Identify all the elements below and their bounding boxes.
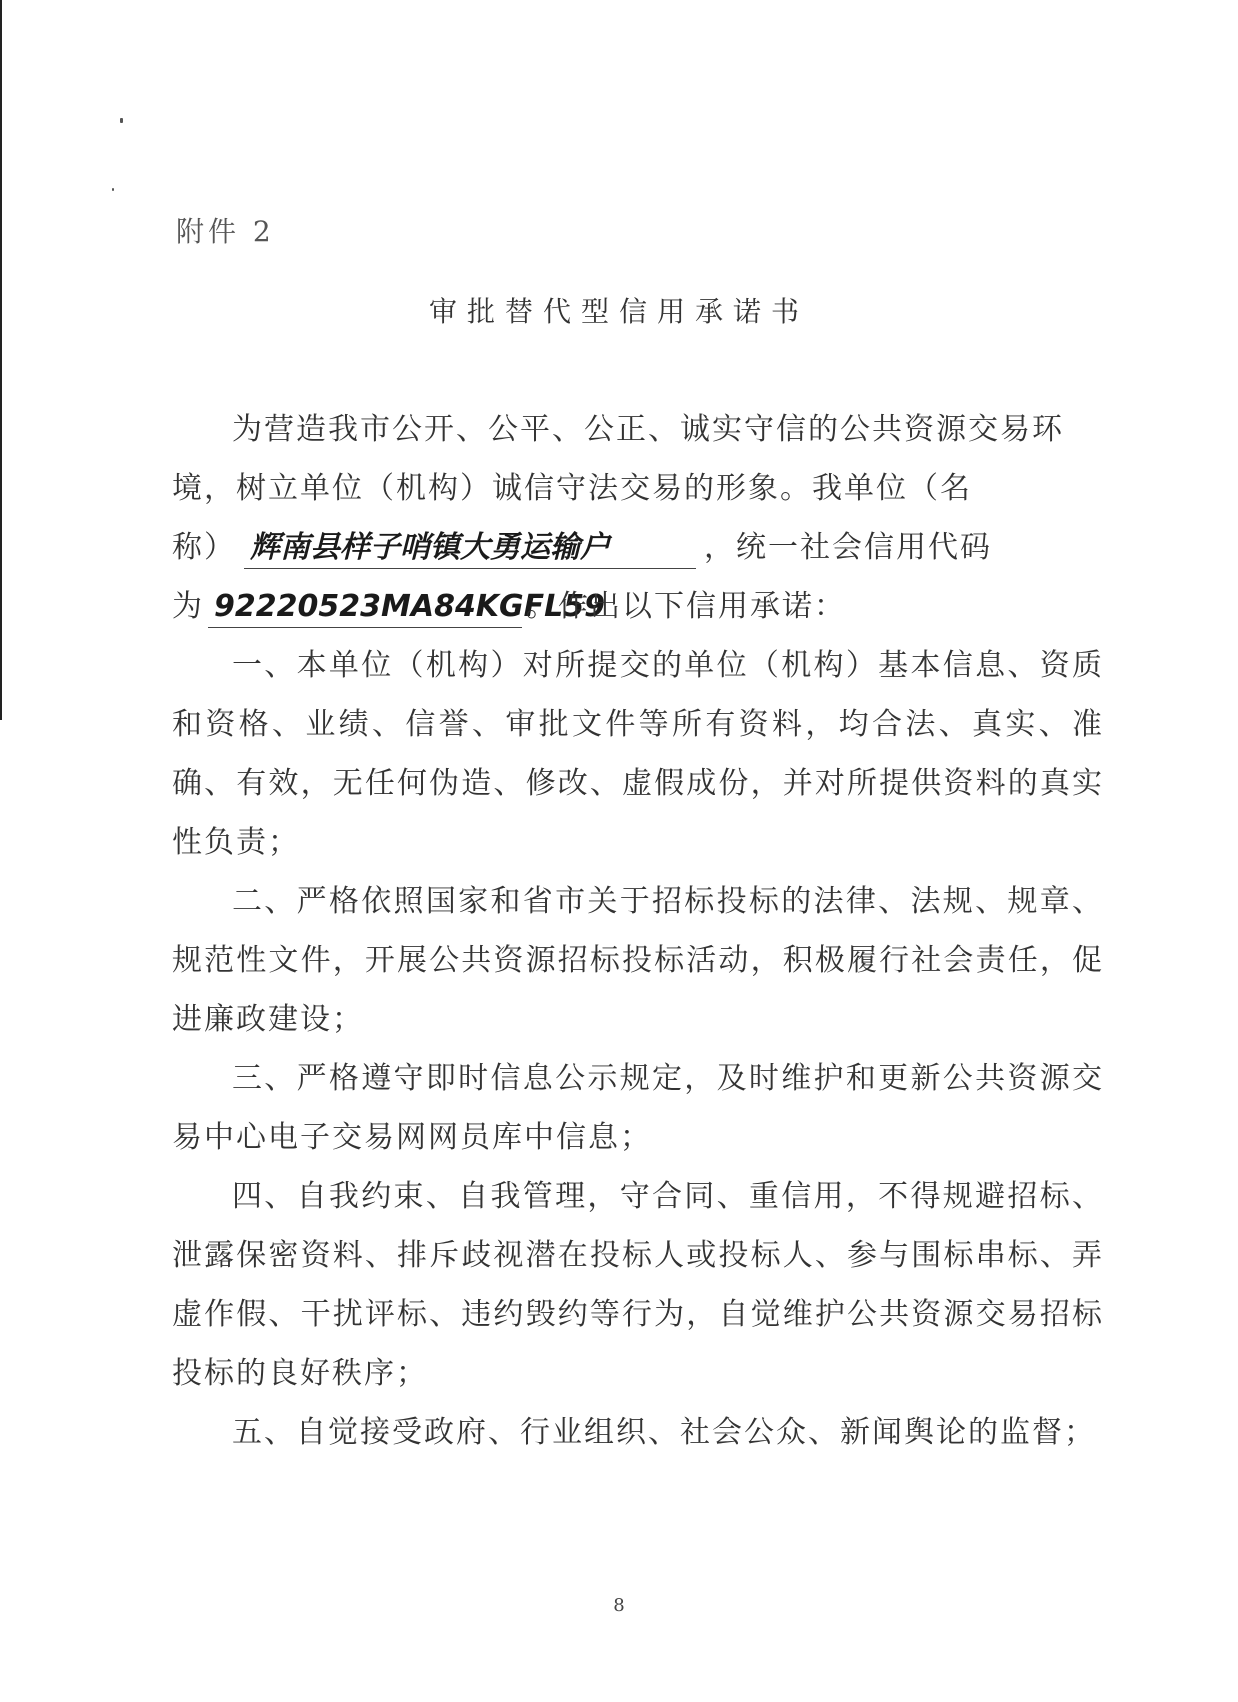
commitment-item: 四、自我约束、自我管理，守合同、重信用，不得规避招标、泄露保密资料、排斥歧视潜在投标人或投标人、参与围标串标、弄虚作假、干扰评标、违约毁约等行为，自觉维护公共资源交易招标投标的良好秩序； bbox=[172, 1179, 1104, 1391]
company-name-handwritten: 辉南县样子哨镇大勇运输户 bbox=[244, 528, 696, 569]
document-title: 审批替代型信用承诺书 bbox=[428, 295, 809, 328]
credit-code-handwritten: 92220523MA84KGFL59 bbox=[208, 587, 522, 628]
code-suffix: 。作出以下信用承诺： bbox=[526, 589, 846, 624]
document-body bbox=[172, 400, 1104, 1462]
company-name-line bbox=[172, 518, 1104, 577]
name-suffix: ，统一社会信用代码 bbox=[704, 530, 992, 565]
commitment-item: 三、严格遵守即时信息公示规定，及时维护和更新公共资源交易中心电子交易网网员库中信息； bbox=[172, 1061, 1104, 1155]
name-prefix: 称） bbox=[172, 530, 236, 565]
intro-line-2: 境，树立单位（机构）诚信守法交易的形象。我单位（名 bbox=[172, 471, 972, 506]
code-prefix: 为 bbox=[172, 589, 204, 624]
commitment-item: 一、本单位（机构）对所提交的单位（机构）基本信息、资质和资格、业绩、信誉、审批文件等所有资料，均合法、真实、准确、有效，无任何伪造、修改、虚假成份，并对所提供资料的真实性负责； bbox=[172, 648, 1104, 860]
scan-speck bbox=[112, 188, 114, 191]
credit-code-line bbox=[172, 577, 1104, 636]
scan-speck bbox=[120, 118, 123, 123]
scan-edge-shadow bbox=[0, 0, 2, 720]
commitment-item: 五、自觉接受政府、行业组织、社会公众、新闻舆论的监督； bbox=[232, 1415, 1096, 1450]
commitment-item: 二、严格依照国家和省市关于招标投标的法律、法规、规章、规范性文件，开展公共资源招标投标活动，积极履行社会责任，促进廉政建设； bbox=[172, 884, 1104, 1037]
attachment-label: 附件 2 bbox=[176, 215, 275, 248]
page-number: 8 bbox=[613, 1595, 625, 1616]
intro-line-1: 为营造我市公开、公平、公正、诚实守信的公共资源交易环 bbox=[232, 412, 1064, 447]
